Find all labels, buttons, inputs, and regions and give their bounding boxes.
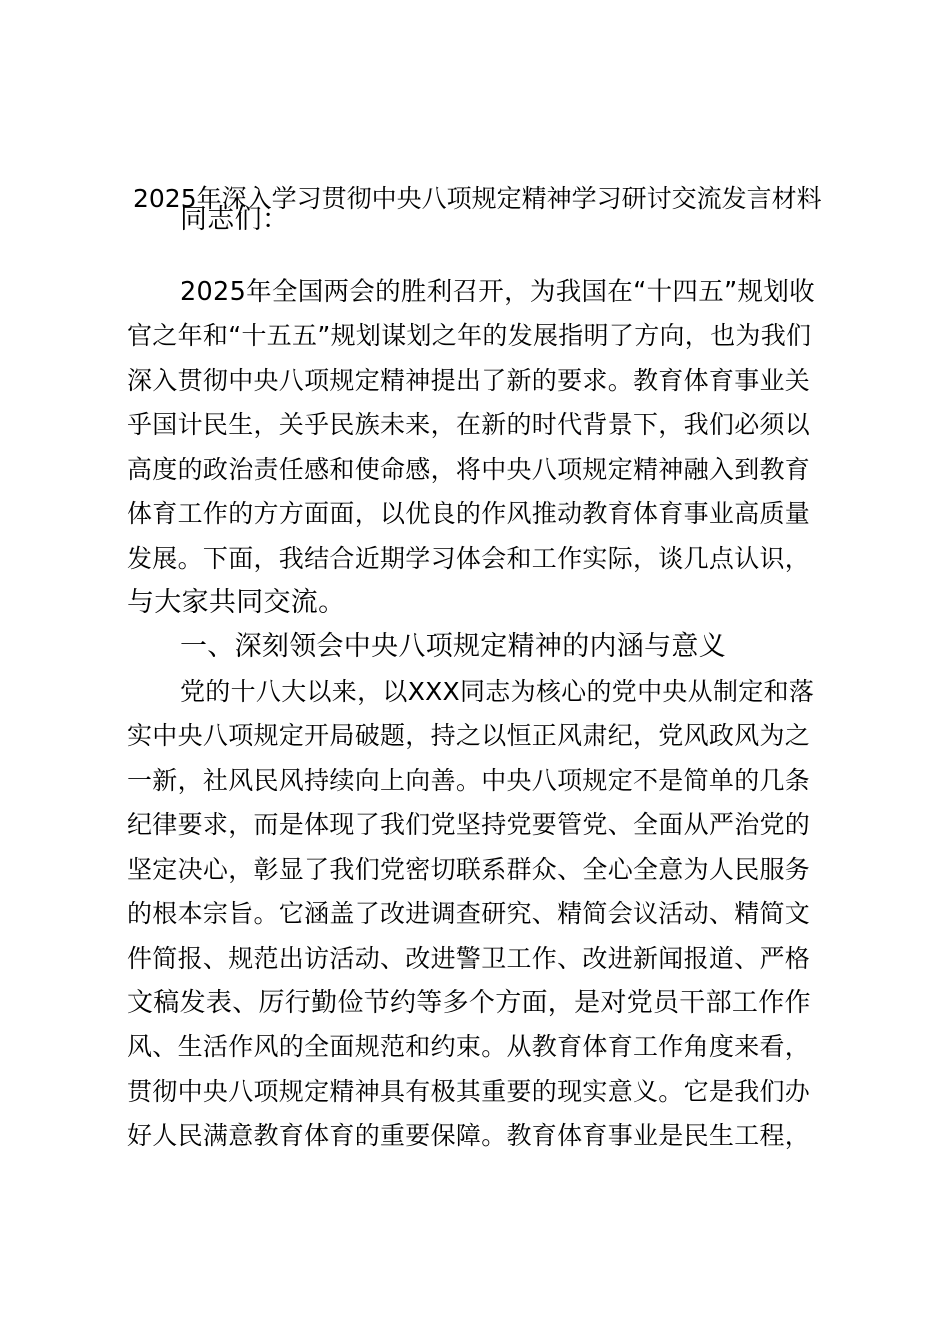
paragraph-line: 乎国计民生，关乎民族未来，在新的时代背景下，我们必须以 <box>127 410 811 439</box>
paragraph-line: 风、生活作风的全面规范和约束。从教育体育工作角度来看， <box>127 1032 811 1061</box>
document-title: 2025年深入学习贯彻中央八项规定精神学习研讨交流发言材料 <box>133 184 822 213</box>
paragraph-line: 好人民满意教育体育的重要保障。教育体育事业是民生工程， <box>127 1121 811 1150</box>
paragraph-line: 与大家共同交流。 <box>127 587 346 618</box>
paragraph-line: 官之年和“十五五”规划谋划之年的发展指明了方向，也为我们 <box>127 321 812 350</box>
paragraph-line: 深入贯彻中央八项规定精神提出了新的要求。教育体育事业关 <box>127 366 811 395</box>
paragraph-line: 坚定决心，彰显了我们党密切联系群众、全心全意为人民服务 <box>127 855 811 884</box>
salutation: 同志们： <box>180 204 290 235</box>
paragraph-line: 一新，社风民风持续向上向善。中央八项规定不是简单的几条 <box>127 766 811 795</box>
paragraph-line: 2025年全国两会的胜利召开，为我国在“十四五”规划收 <box>180 277 815 307</box>
paragraph-line: 文稿发表、厉行勤俭节约等多个方面，是对党员干部工作作 <box>127 988 811 1018</box>
paragraph-line: 体育工作的方方面面，以优良的作风推动教育体育事业高质量 <box>127 499 811 528</box>
section-heading: 一、深刻领会中央八项规定精神的内涵与意义 <box>180 631 726 662</box>
paragraph-line: 发展。下面，我结合近期学习体会和工作实际，谈几点认识， <box>127 544 811 573</box>
paragraph-line: 贯彻中央八项规定精神具有极其重要的现实意义。它是我们办 <box>127 1077 811 1106</box>
paragraph-line: 件简报、规范出访活动、改进警卫工作、改进新闻报道、严格 <box>127 944 811 973</box>
paragraph-line: 高度的政治责任感和使命感，将中央八项规定精神融入到教育 <box>127 455 811 484</box>
paragraph-line: 的根本宗旨。它涵盖了改进调查研究、精简会议活动、精简文 <box>127 899 811 928</box>
paragraph-line: 实中央八项规定开局破题，持之以恒正风肃纪，党风政风为之 <box>127 721 811 750</box>
paragraph-line: 纪律要求，而是体现了我们党坚持党要管党、全面从严治党的 <box>127 810 811 839</box>
paragraph-line: 党的十八大以来，以XXX同志为核心的党中央从制定和落 <box>180 677 815 706</box>
